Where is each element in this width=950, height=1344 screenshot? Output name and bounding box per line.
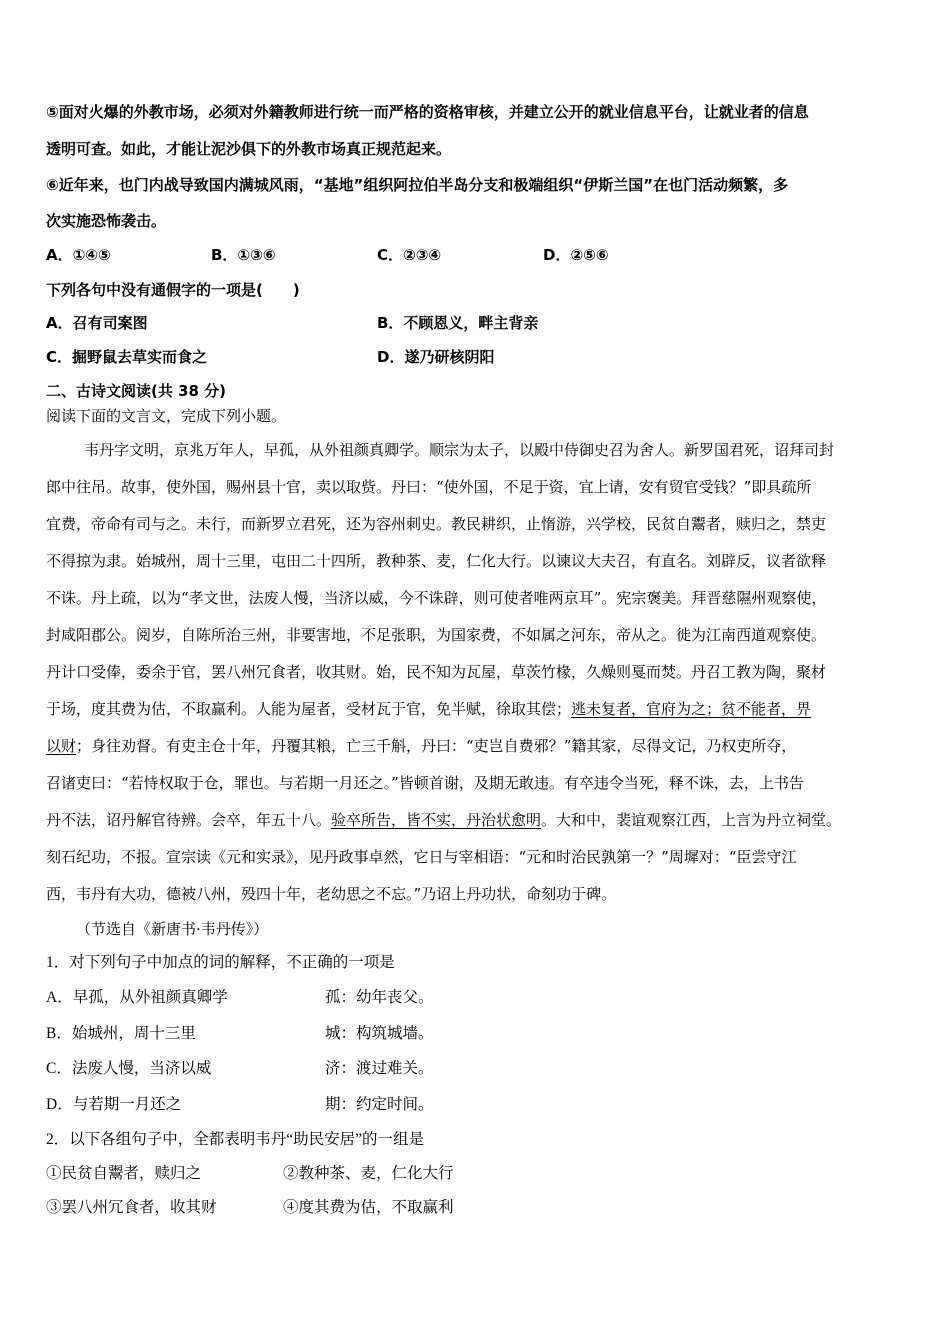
passage-line: 郎中往吊。故事，使外国，赐州县十官，卖以取赀。丹曰：“使外国，不足于资，宜上请，安有贸官受钱？”即具疏所 [46,478,812,496]
option-b: B．①③⑥ [211,246,276,264]
question-stem: 下列各句中没有通假字的一项是( ) [46,281,300,299]
passage-line: 召诸吏曰：“若恃权取于仓，罪也。与若期一月还之。”皆顿首谢，及期无敢违。有卒违令当死，释不诛，去，上书告 [46,774,804,792]
underlined-text: 逃未复者，官府为之；贫不能者，畀 [571,700,812,718]
passage-line: 不诛。丹上疏，以为“孝文世，法废人慢，当济以威，今不诛辟，则可使者唯两京耳”。宪宗褒美。拜晋慈隰州观察使， [46,589,827,607]
section-instruction: 阅读下面的文言文，完成下列小题。 [46,407,287,425]
question-2-stem: 2．以下各组句子中，全都表明韦丹“助民安居”的一组是 [46,1131,425,1148]
item-6-line-1: ⑥近年来，也门内战导致国内满城风雨，“基地”组织阿拉伯半岛分支和极端组织“伊斯兰国”在也门活动频繁，多 [46,176,789,194]
underlined-text: 验卒所告，皆不实，丹治状愈明 [331,811,542,829]
section-heading: 二、古诗文阅读(共 38 分) [46,382,227,400]
passage-line: 西，韦丹有大功，德被八州，殁四十年，老幼思之不忘。”乃诏上丹功状，命刻功于碑。 [46,885,617,903]
passage-line: 丹计口受俸，委余于官，罢八州冗食者，收其财。始，民不知为瓦屋，草茨竹椽，久燥则戛而焚。丹召工教为陶，聚材 [46,663,827,681]
q1-gloss-d: 期：约定时间。 [325,1096,434,1113]
passage-text: 于场，度其费为估，不取赢利。人能为屋者，受材瓦于官，免半赋，徐取其偿； [46,700,572,718]
underlined-text: 以财 [46,737,77,755]
question-1-stem: 1．对下列句子中加点的词的解释，不正确的一项是 [46,954,395,971]
item-5-line-1: ⑤面对火爆的外教市场，必须对外籍教师进行统一而严格的资格审核，并建立公开的就业信息平台，让就业者的信息 [46,103,809,121]
q2-item-3: ③罢八州冗食者，收其财 [46,1199,217,1216]
q1-gloss-a: 孤：幼年丧父。 [325,989,434,1006]
passage-line [46,810,841,830]
q2-item-2: ②教种茶、麦，仁化大行 [283,1165,454,1182]
item-6-line-2: 次实施恐怖袭击。 [46,212,167,230]
q1-gloss-b: 城：构筑城墙。 [325,1025,434,1042]
passage-line: 刻石纪功，不报。宣宗读《元和实录》，见丹政事卓然，它日与宰相语：“元和时治民孰第一？”周墀对：“臣尝守江 [46,848,797,866]
option-a: A．召有司案图 [46,314,148,332]
q1-option-d: D．与若期一月还之 [46,1096,182,1113]
passage-text: 。大和中，裴谊观察江西，上言为丹立祠堂。 [541,811,842,829]
item-5-line-2: 透明可查。如此，才能让泥沙俱下的外教市场真正规范起来。 [46,140,452,158]
option-a: A．①④⑤ [46,246,111,264]
passage-text: ；身往劝督。有吏主仓十年，丹覆其粮，亡三千斛，丹曰：“吏岂自费邪？”籍其家，尽得文记，乃权吏所夺， [76,737,797,755]
passage-line [46,736,796,756]
option-b: B．不顾恩义，畔主背亲 [377,314,539,332]
q1-option-c: C．法废人慢，当济以威 [46,1060,212,1077]
q1-gloss-c: 济：渡过难关。 [325,1060,434,1077]
option-c: C．掘野鼠去草实而食之 [46,348,208,366]
passage-line [46,699,811,719]
option-d: D．遂乃研核阴阳 [377,348,495,366]
passage-line: 韦丹字文明，京兆万年人，早孤，从外祖颜真卿学。顺宗为太子，以殿中侍御史召为舍人。新罗国君死，诏拜司封 [84,441,835,459]
passage-line: 不得掠为隶。始城州，周十三里，屯田二十四所，教种茶、麦，仁化大行。以谏议大夫召，有直名。刘辟反，议者欲释 [46,552,827,570]
passage-line: 宜费，帝命有司与之。未行，而新罗立君死，还为容州刺史。教民耕织，止惰游，兴学校，民贫自鬻者，赎归之，禁吏 [46,515,827,533]
passage-line: 封咸阳郡公。阅岁，自陈所治三州，非要害地，不足张职，为国家费，不如属之河东，帝从之。徙为江南西道观察使。 [46,626,827,644]
q1-option-b: B．始城州，周十三里 [46,1025,196,1042]
passage-source: （节选自《新唐书·韦丹传》） [76,920,269,938]
option-c: C．②③④ [377,246,442,264]
q2-item-4: ④度其费为估，不取赢利 [283,1199,454,1216]
option-d: D．②⑤⑥ [543,246,609,264]
passage-text: 丹不法，诏丹解官待辨。会卒，年五十八。 [46,811,332,829]
q2-item-1: ①民贫自鬻者，赎归之 [46,1165,202,1182]
q1-option-a: A．早孤，从外祖颜真卿学 [46,989,228,1006]
